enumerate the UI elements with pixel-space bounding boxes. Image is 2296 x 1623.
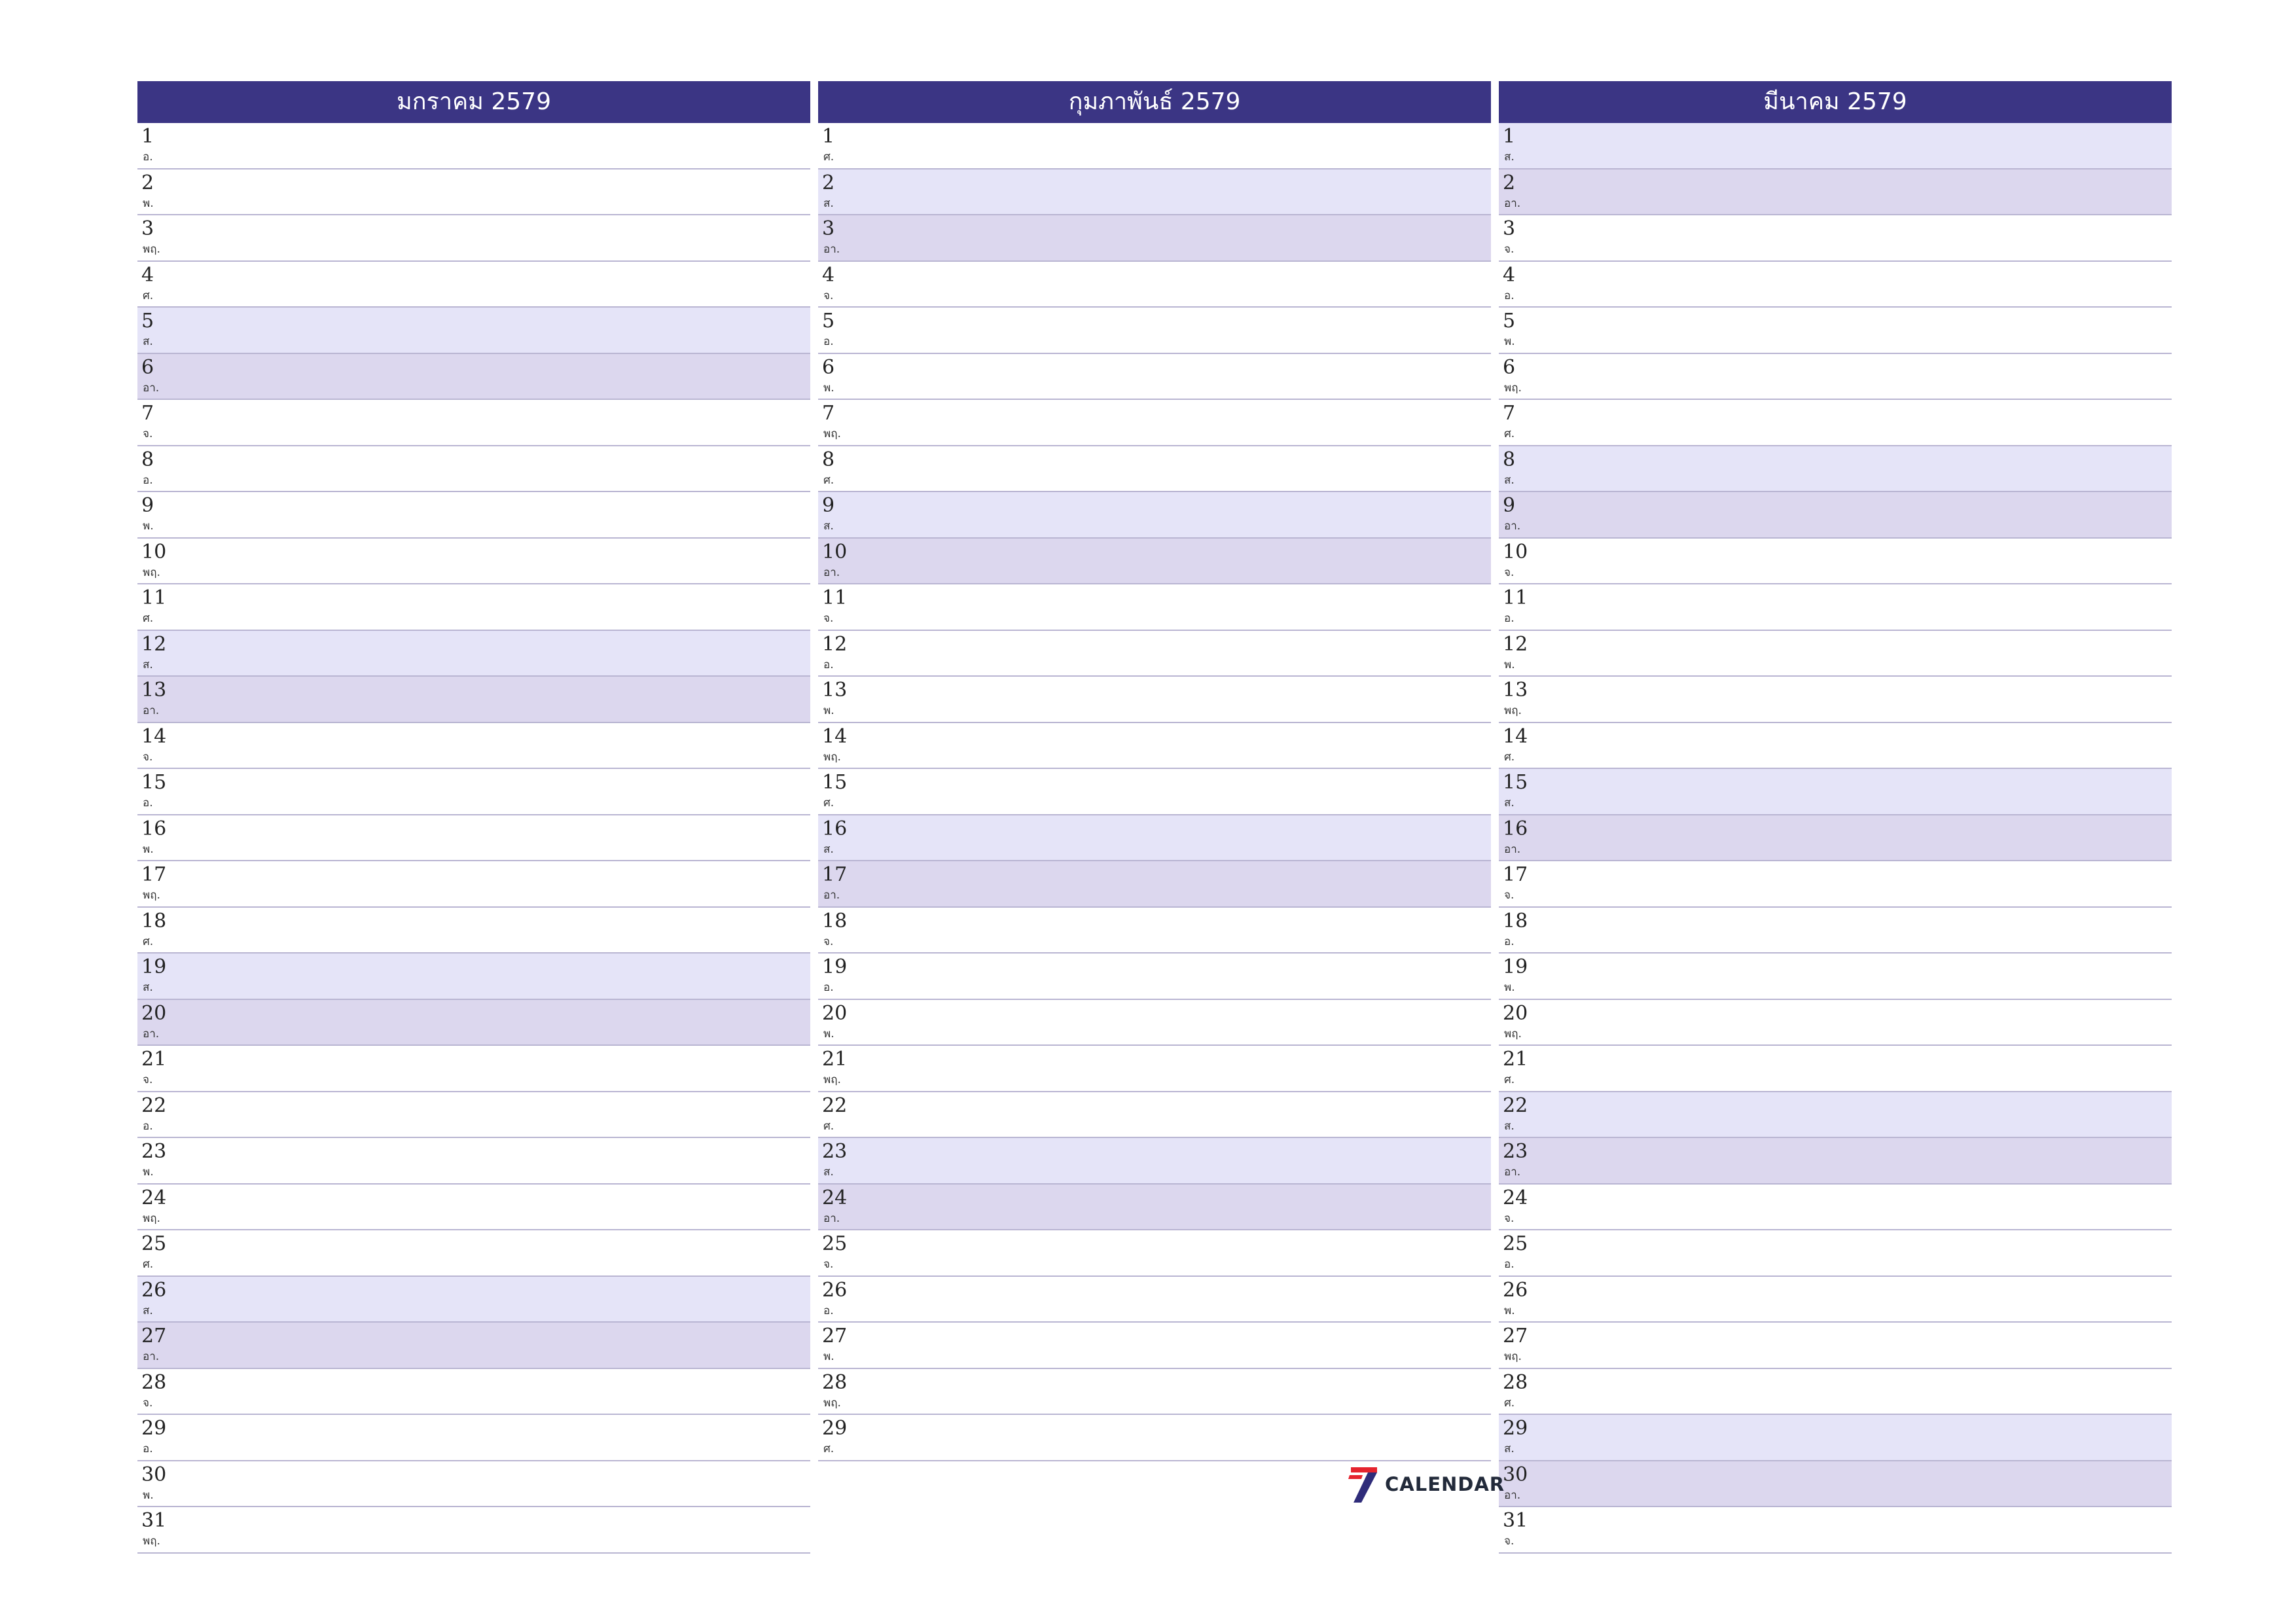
weekday-label: พฤ. [1504, 381, 1522, 395]
day-row[interactable] [818, 1323, 1491, 1369]
day-row[interactable] [818, 400, 1491, 446]
day-number: 1 [141, 125, 154, 148]
weekday-label: จ. [823, 935, 834, 948]
weekday-label: พ. [1504, 981, 1515, 994]
day-number: 28 [822, 1370, 848, 1394]
day-row[interactable] [1499, 539, 2172, 585]
day-number: 3 [141, 217, 154, 240]
day-number: 24 [141, 1186, 167, 1209]
day-number: 13 [822, 679, 848, 702]
day-row[interactable] [137, 1369, 810, 1416]
weekday-label: พฤ. [823, 1073, 841, 1086]
weekday-label: จ. [823, 1258, 834, 1271]
day-number: 14 [822, 724, 848, 748]
day-list [818, 123, 1491, 1461]
day-number: 14 [141, 724, 167, 748]
day-number: 9 [141, 494, 154, 517]
weekday-label: จ. [1504, 889, 1515, 902]
day-row[interactable] [818, 1092, 1491, 1139]
weekday-label: พฤ. [823, 1396, 841, 1410]
weekday-label: ศ. [823, 151, 834, 164]
weekday-label: จ. [1504, 243, 1515, 256]
weekday-label: อา. [823, 1211, 840, 1225]
day-number: 3 [822, 217, 835, 240]
weekday-label: อ. [143, 1442, 153, 1455]
weekday-label: อา. [143, 704, 160, 717]
weekday-label: จ. [143, 750, 153, 764]
day-row[interactable] [1499, 584, 2172, 631]
weekday-label: ส. [1504, 1442, 1515, 1455]
day-row[interactable] [1499, 400, 2172, 446]
day-row[interactable] [137, 1277, 810, 1323]
weekday-label: ส. [823, 520, 834, 533]
day-row[interactable] [1499, 262, 2172, 308]
weekday-label: พ. [823, 1350, 834, 1363]
weekday-label: อา. [143, 1027, 160, 1041]
day-number: 20 [141, 1001, 167, 1025]
day-number: 16 [141, 817, 167, 840]
day-number: 22 [1503, 1094, 1528, 1117]
day-number: 8 [822, 448, 835, 471]
day-number: 5 [1503, 310, 1516, 332]
weekday-label: ส. [1504, 473, 1515, 487]
day-row[interactable] [1499, 1323, 2172, 1369]
weekday-label: ศ. [823, 1119, 834, 1133]
day-number: 7 [822, 402, 835, 425]
day-number: 6 [822, 355, 835, 379]
day-number: 10 [822, 540, 848, 563]
day-number: 11 [141, 586, 167, 609]
weekday-label: พ. [143, 196, 154, 210]
weekday-label: จ. [143, 427, 153, 440]
day-number: 31 [1503, 1509, 1528, 1532]
day-row[interactable] [137, 308, 810, 354]
day-row[interactable] [1499, 1369, 2172, 1416]
weekday-label: อา. [823, 565, 840, 579]
day-number: 25 [141, 1232, 167, 1255]
weekday-label: ศ. [1504, 750, 1515, 764]
day-row[interactable] [1499, 631, 2172, 677]
day-row[interactable] [1499, 1046, 2172, 1092]
day-number: 6 [1503, 355, 1516, 379]
day-number: 26 [822, 1278, 848, 1302]
weekday-label: พ. [143, 520, 154, 533]
day-row[interactable] [818, 539, 1491, 585]
weekday-label: พ. [823, 1027, 834, 1041]
weekday-label: อา. [823, 243, 840, 256]
day-row[interactable] [137, 539, 810, 585]
day-row[interactable] [818, 215, 1491, 262]
day-row[interactable] [137, 723, 810, 770]
day-row[interactable] [137, 123, 810, 169]
day-row[interactable] [818, 262, 1491, 308]
weekday-label: ส. [1504, 1119, 1515, 1133]
day-number: 1 [1503, 125, 1516, 148]
day-number: 17 [1503, 863, 1528, 886]
day-number: 7 [1503, 402, 1516, 425]
weekday-label: อ. [143, 473, 153, 487]
month-january [137, 81, 810, 1554]
day-number: 11 [1503, 586, 1528, 609]
day-row[interactable] [1499, 769, 2172, 815]
weekday-label: ส. [823, 842, 834, 856]
day-row[interactable] [137, 1230, 810, 1277]
logo-text: CALENDAR [1385, 1473, 1505, 1495]
day-number: 20 [1503, 1001, 1528, 1025]
weekday-label: จ. [143, 1396, 153, 1410]
day-number: 1 [822, 125, 835, 148]
day-number: 30 [1503, 1463, 1528, 1486]
day-row[interactable] [818, 1046, 1491, 1092]
weekday-label: พ. [1504, 1304, 1515, 1317]
day-number: 16 [1503, 817, 1528, 840]
day-number: 8 [1503, 448, 1516, 471]
day-row[interactable] [137, 908, 810, 954]
day-number: 21 [822, 1048, 848, 1071]
weekday-label: ส. [143, 981, 153, 994]
day-row[interactable] [1499, 354, 2172, 401]
day-row[interactable] [137, 954, 810, 1000]
day-row[interactable] [818, 723, 1491, 770]
day-row[interactable] [818, 1369, 1491, 1416]
day-row[interactable] [818, 308, 1491, 354]
day-number: 29 [1503, 1417, 1528, 1440]
day-number: 10 [1503, 540, 1528, 563]
month-title: กุมภาพันธ์ 2579 [818, 81, 1491, 123]
day-row[interactable] [137, 1046, 810, 1092]
day-number: 18 [1503, 909, 1528, 933]
day-number: 16 [822, 817, 848, 840]
weekday-label: พฤ. [823, 750, 841, 764]
weekday-label: จ. [1504, 1535, 1515, 1548]
day-row[interactable] [1499, 123, 2172, 169]
weekday-label: อ. [143, 151, 153, 164]
weekday-label: อา. [143, 1350, 160, 1363]
weekday-label: พฤ. [143, 1211, 160, 1225]
day-row[interactable] [1499, 815, 2172, 862]
day-number: 2 [141, 171, 154, 194]
weekday-label: อ. [1504, 289, 1515, 302]
day-number: 29 [141, 1417, 167, 1440]
weekday-label: ศ. [823, 796, 834, 810]
weekday-label: พ. [823, 704, 834, 717]
day-number: 19 [822, 955, 848, 978]
weekday-label: พ. [1504, 658, 1515, 671]
day-number: 14 [1503, 724, 1528, 748]
day-number: 23 [822, 1140, 848, 1163]
day-number: 10 [141, 540, 167, 563]
day-row[interactable] [818, 354, 1491, 401]
weekday-label: อ. [143, 796, 153, 810]
day-number: 2 [822, 171, 835, 194]
day-number: 24 [822, 1186, 848, 1209]
day-number: 3 [1503, 217, 1516, 240]
day-row[interactable] [137, 584, 810, 631]
weekday-label: อ. [823, 981, 834, 994]
day-row[interactable] [1499, 169, 2172, 216]
day-row[interactable] [818, 954, 1491, 1000]
day-row[interactable] [818, 1185, 1491, 1231]
weekday-label: ส. [1504, 796, 1515, 810]
day-row[interactable] [137, 1323, 810, 1369]
day-number: 27 [822, 1325, 848, 1347]
day-row[interactable] [137, 492, 810, 539]
day-number: 9 [1503, 494, 1516, 517]
weekday-label: จ. [1504, 565, 1515, 579]
day-number: 4 [822, 263, 835, 287]
day-number: 25 [1503, 1232, 1528, 1255]
day-row[interactable] [137, 677, 810, 723]
day-number: 23 [1503, 1140, 1528, 1163]
day-number: 13 [141, 679, 167, 702]
seven-logo-icon [1348, 1465, 1380, 1504]
weekday-label: พ. [143, 842, 154, 856]
day-number: 13 [1503, 679, 1528, 702]
day-row[interactable] [137, 400, 810, 446]
day-row[interactable] [1499, 1138, 2172, 1185]
day-row[interactable] [1499, 1185, 2172, 1231]
day-row[interactable] [818, 815, 1491, 862]
day-number: 17 [141, 863, 167, 886]
day-row[interactable] [1499, 677, 2172, 723]
weekday-label: อ. [823, 1304, 834, 1317]
month-title: มกราคม 2579 [137, 81, 810, 123]
weekday-label: พฤ. [143, 565, 160, 579]
weekday-label: อ. [1504, 935, 1515, 948]
day-row[interactable] [1499, 1507, 2172, 1554]
weekday-label: ส. [823, 196, 834, 210]
day-number: 27 [141, 1325, 167, 1347]
day-number: 4 [141, 263, 154, 287]
day-row[interactable] [137, 1000, 810, 1046]
day-row[interactable] [1499, 308, 2172, 354]
day-row[interactable] [137, 769, 810, 815]
weekday-label: อ. [823, 658, 834, 671]
day-row[interactable] [818, 631, 1491, 677]
day-row[interactable] [137, 446, 810, 493]
weekday-label: อา. [1504, 842, 1521, 856]
day-list [1499, 123, 2172, 1554]
weekday-label: พฤ. [1504, 1350, 1522, 1363]
weekday-label: จ. [1504, 1211, 1515, 1225]
weekday-label: ศ. [1504, 1073, 1515, 1086]
day-row[interactable] [137, 815, 810, 862]
day-row[interactable] [818, 769, 1491, 815]
day-row[interactable] [1499, 1230, 2172, 1277]
day-number: 21 [1503, 1048, 1528, 1071]
day-number: 8 [141, 448, 154, 471]
day-row[interactable] [818, 123, 1491, 169]
day-number: 22 [822, 1094, 848, 1117]
day-number: 28 [1503, 1370, 1528, 1394]
day-row[interactable] [137, 861, 810, 908]
weekday-label: อ. [1504, 1258, 1515, 1271]
day-number: 18 [822, 909, 848, 933]
day-row[interactable] [1499, 1461, 2172, 1508]
day-row[interactable] [818, 584, 1491, 631]
day-row[interactable] [1499, 954, 2172, 1000]
day-number: 5 [141, 310, 154, 332]
day-row[interactable] [1499, 1277, 2172, 1323]
day-row[interactable] [137, 631, 810, 677]
weekday-label: อ. [143, 1119, 153, 1133]
day-number: 18 [141, 909, 167, 933]
day-number: 12 [141, 632, 167, 656]
day-row[interactable] [1499, 908, 2172, 954]
day-row[interactable] [137, 1461, 810, 1508]
day-row[interactable] [818, 446, 1491, 493]
day-row[interactable] [137, 1092, 810, 1139]
day-row[interactable] [137, 169, 810, 216]
day-number: 25 [822, 1232, 848, 1255]
weekday-label: พ. [143, 1166, 154, 1179]
day-number: 12 [822, 632, 848, 656]
day-row[interactable] [137, 354, 810, 401]
weekday-label: ศ. [143, 935, 154, 948]
day-number: 20 [822, 1001, 848, 1025]
weekday-label: อ. [1504, 612, 1515, 625]
brand-logo [1348, 1465, 1505, 1504]
weekday-label: ส. [143, 658, 153, 671]
day-row[interactable] [818, 908, 1491, 954]
day-number: 15 [822, 771, 848, 794]
weekday-label: ส. [143, 335, 153, 348]
day-row[interactable] [1499, 861, 2172, 908]
day-number: 31 [141, 1509, 167, 1532]
day-row[interactable] [137, 215, 810, 262]
day-number: 6 [141, 355, 154, 379]
weekday-label: อา. [1504, 196, 1521, 210]
day-number: 21 [141, 1048, 167, 1071]
weekday-label: อา. [823, 889, 840, 902]
weekday-label: พ. [143, 1488, 154, 1502]
day-row[interactable] [137, 1415, 810, 1461]
day-number: 12 [1503, 632, 1528, 656]
weekday-label: ศ. [823, 473, 834, 487]
weekday-label: อ. [823, 335, 834, 348]
day-row[interactable] [1499, 1415, 2172, 1461]
day-row[interactable] [137, 262, 810, 308]
weekday-label: ส. [143, 1304, 153, 1317]
weekday-label: จ. [143, 1073, 153, 1086]
day-row[interactable] [818, 492, 1491, 539]
weekday-label: พฤ. [143, 243, 160, 256]
day-number: 9 [822, 494, 835, 517]
day-number: 11 [822, 586, 848, 609]
weekday-label: ศ. [1504, 427, 1515, 440]
weekday-label: อา. [1504, 1488, 1521, 1502]
weekday-label: จ. [823, 289, 834, 302]
day-row[interactable] [818, 1230, 1491, 1277]
day-row[interactable] [1499, 446, 2172, 493]
day-number: 30 [141, 1463, 167, 1486]
day-number: 22 [141, 1094, 167, 1117]
day-row[interactable] [1499, 1092, 2172, 1139]
weekday-label: จ. [823, 612, 834, 625]
weekday-label: พฤ. [1504, 1027, 1522, 1041]
weekday-label: พฤ. [1504, 704, 1522, 717]
day-row[interactable] [1499, 492, 2172, 539]
day-row[interactable] [818, 1138, 1491, 1185]
day-number: 19 [141, 955, 167, 978]
weekday-label: ส. [823, 1166, 834, 1179]
weekday-label: ส. [1504, 151, 1515, 164]
weekday-label: ศ. [143, 612, 154, 625]
weekday-label: อา. [143, 381, 160, 395]
weekday-label: ศ. [823, 1442, 834, 1455]
day-row[interactable] [818, 1415, 1491, 1461]
day-row[interactable] [818, 677, 1491, 723]
day-number: 15 [1503, 771, 1528, 794]
weekday-label: ศ. [143, 1258, 154, 1271]
weekday-label: พฤ. [143, 1535, 160, 1548]
weekday-label: อา. [1504, 520, 1521, 533]
day-row[interactable] [137, 1138, 810, 1185]
day-row[interactable] [818, 1277, 1491, 1323]
day-number: 2 [1503, 171, 1516, 194]
month-title: มีนาคม 2579 [1499, 81, 2172, 123]
weekday-label: พ. [1504, 335, 1515, 348]
day-number: 28 [141, 1370, 167, 1394]
day-row[interactable] [137, 1507, 810, 1554]
day-row[interactable] [1499, 723, 2172, 770]
day-number: 24 [1503, 1186, 1528, 1209]
day-number: 19 [1503, 955, 1528, 978]
day-number: 7 [141, 402, 154, 425]
day-row[interactable] [818, 169, 1491, 216]
day-number: 27 [1503, 1325, 1528, 1347]
weekday-label: พฤ. [823, 427, 841, 440]
day-number: 29 [822, 1417, 848, 1440]
weekday-label: อา. [1504, 1166, 1521, 1179]
month-february [818, 81, 1491, 1461]
day-number: 26 [141, 1278, 167, 1302]
day-list [137, 123, 810, 1554]
day-number: 17 [822, 863, 848, 886]
day-row[interactable] [1499, 1000, 2172, 1046]
day-number: 26 [1503, 1278, 1528, 1302]
weekday-label: พ. [823, 381, 834, 395]
day-row[interactable] [818, 1000, 1491, 1046]
day-number: 5 [822, 310, 835, 332]
day-row[interactable] [1499, 215, 2172, 262]
weekday-label: ศ. [1504, 1396, 1515, 1410]
day-row[interactable] [818, 861, 1491, 908]
month-march [1499, 81, 2172, 1554]
weekday-label: พฤ. [143, 889, 160, 902]
day-row[interactable] [137, 1185, 810, 1231]
day-number: 23 [141, 1140, 167, 1163]
day-number: 4 [1503, 263, 1516, 287]
weekday-label: ศ. [143, 289, 154, 302]
day-number: 15 [141, 771, 167, 794]
